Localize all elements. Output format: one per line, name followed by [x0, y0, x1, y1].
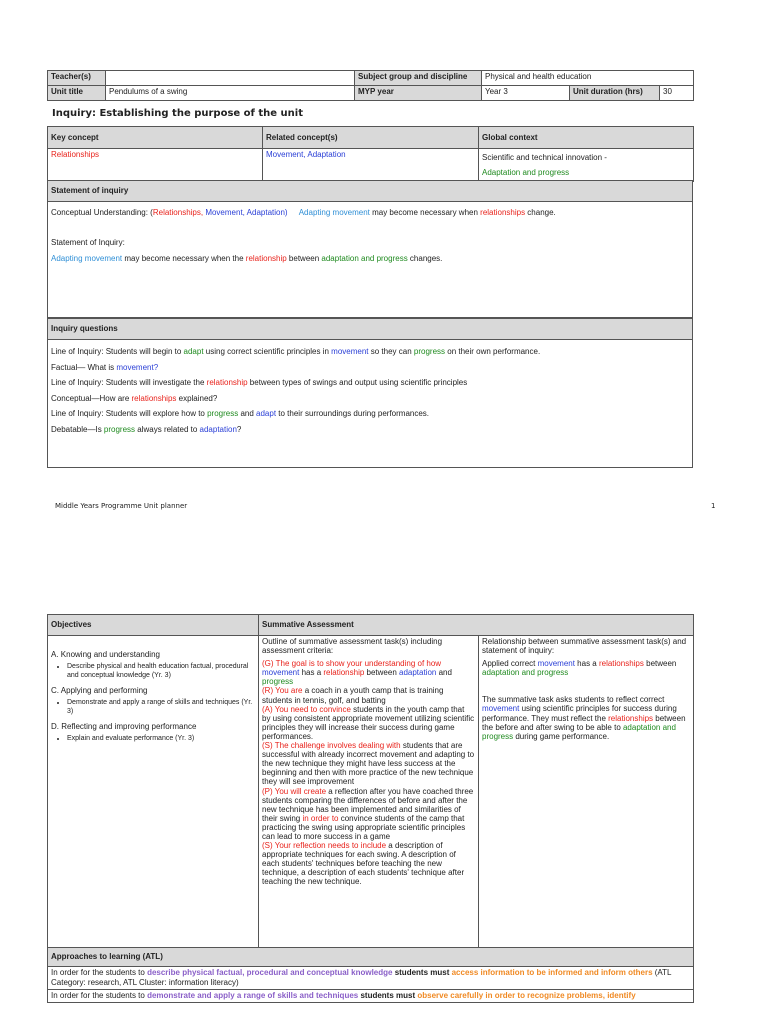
g-text: (G) The goal is to show your understanding of how — [262, 659, 442, 669]
s2-label: (S) Your reflection needs to include — [262, 841, 387, 851]
grasps-situation — [262, 741, 475, 786]
q6-progress: progress — [103, 424, 136, 434]
relationship-p1 — [482, 659, 690, 677]
objective-c-item: • Demonstrate and apply a range of skills and techniques (Yr. 3) — [67, 698, 255, 716]
objective-c-list — [51, 698, 255, 716]
atl2-purple: demonstrate and apply a range of skills and techniques — [147, 991, 359, 1000]
rel-p2-b: using scientific principles for success during performance. They must reflect the — [482, 704, 677, 723]
objective-c: C. Applying and performing — [51, 686, 148, 695]
relationship-p2 — [482, 695, 690, 740]
q4-b: explained? — [176, 393, 218, 403]
q5-c: to their surroundings during performances. — [276, 409, 430, 418]
q6-c: ? — [236, 424, 242, 434]
summative-outline — [259, 636, 479, 948]
summative-label: Summative Assessment — [259, 615, 694, 636]
g-mid: has a — [299, 668, 324, 678]
cu-adaptation: Adaptation) — [244, 208, 288, 217]
soi-mid2: between — [286, 254, 322, 263]
q3-rel: relationship — [206, 378, 248, 387]
g-between: between — [364, 668, 399, 678]
statement-body — [48, 202, 693, 318]
grasps-goal — [262, 659, 475, 686]
q1-b: using correct scientific principles in — [203, 347, 332, 356]
atl-row-2 — [48, 990, 694, 1003]
atl2-orange: observe carefully in order to recognize problems, identify — [417, 991, 636, 1000]
inquiry-heading: Inquiry: Establishing the purpose of the unit — [52, 108, 303, 119]
atl1-a: In order for the students to — [51, 968, 148, 977]
outline-heading: Outline of summative assessment task(s) including assessment criteria: — [262, 637, 443, 656]
g-adaptation: adaptation — [399, 668, 437, 678]
objective-a: A. Knowing and understanding — [51, 650, 160, 659]
questions-body — [48, 340, 693, 468]
objective-a-list — [51, 662, 255, 680]
cu-adapting: Adapting movement — [298, 208, 370, 217]
q1-movement: movement — [331, 347, 369, 356]
teacher-value — [106, 71, 355, 86]
question-line — [51, 360, 689, 376]
q1-adapt: adapt — [183, 347, 204, 356]
atl1-b: students must — [392, 968, 452, 977]
related-concepts-label: Related concept(s) — [263, 127, 479, 149]
unit-title-value: Pendulums of a swing — [106, 86, 355, 101]
objectives-body — [48, 636, 259, 948]
atl-label: Approaches to learning (ATL) — [48, 948, 694, 967]
footer-title: Middle Years Programme Unit planner — [55, 502, 188, 510]
myp-year-value: Year 3 — [482, 86, 570, 101]
s-label: (S) The challenge involves dealing with — [262, 741, 401, 751]
s-text: students that are successful with already incorrect movement and adapting to the new technique they might have less success at the beginning and then with more practice of the new technique they will see improvement — [262, 741, 475, 787]
rel-p1-rel: relationships — [598, 659, 644, 669]
q5-progress: progress — [207, 409, 239, 418]
soi-adapting: Adapting movement — [51, 254, 123, 263]
g-progress: progress — [262, 677, 294, 687]
rel-p1-a: Applied correct — [482, 659, 538, 669]
questions-table — [47, 318, 693, 468]
rel-p2-movement: movement — [482, 704, 520, 714]
objectives-table — [47, 614, 694, 1003]
g-movement: movement — [262, 668, 300, 678]
questions-label: Inquiry questions — [48, 319, 693, 340]
rel-p1-movement: movement — [537, 659, 575, 669]
global-context-line2: Adaptation and progress — [482, 168, 570, 177]
s2-text: a description of appropriate techniques for each swing. A description of each students' techniques before teaching the new technique, a description of each students' technique after teaching the new technique. — [262, 841, 465, 887]
rel-p2-c: between the before and after swing to be able to — [482, 713, 686, 732]
duration-value: 30 — [660, 86, 694, 101]
key-concept-value — [48, 149, 263, 182]
q1-d: on their own performance. — [445, 347, 541, 356]
g-and: and — [436, 668, 452, 678]
conceptual-understanding — [51, 208, 689, 218]
objective-a-item: • Describe physical and health education factual, procedural and conceptual knowledge (Yr. 3) — [67, 662, 255, 680]
q4-rel: relationships — [131, 393, 177, 403]
atl1-c: (ATL Category: research, ATL Cluster: information literacy) — [51, 968, 672, 987]
rel-p2-a: The summative task asks students to reflect correct — [482, 695, 665, 705]
p-label: (P) You will create — [262, 786, 327, 796]
unit-header-table — [47, 70, 694, 101]
q2-movement: movement? — [116, 362, 159, 372]
a-text: students in the youth camp that by using consistent appropriate movement utilizing scientific principles they will increase their success during game performances. — [262, 704, 475, 741]
q5-a: Line of Inquiry: Students will explore how to — [51, 409, 208, 418]
soi-end: changes. — [407, 254, 443, 263]
question-line — [51, 406, 689, 422]
atl-row-1 — [48, 967, 694, 990]
key-concept-label: Key concept — [48, 127, 263, 149]
q5-adapt: adapt — [256, 409, 277, 418]
duration-label: Unit duration (hrs) — [570, 86, 660, 101]
rel-p2-ap: adaptation and progress — [482, 722, 676, 741]
subject-value: Physical and health education — [482, 71, 694, 86]
p-text2: convince students of the camp that practicing the swing using appropriate scientific principles can lead to more success in a game — [262, 813, 466, 841]
q1-c: so they can — [368, 347, 414, 356]
cu-mid: may become necessary when — [369, 208, 481, 217]
p-inorder: in order to — [302, 813, 339, 823]
question-line — [51, 422, 689, 438]
soi-rel: relationship — [245, 254, 287, 263]
global-context-line1: Scientific and technical innovation - — [482, 153, 607, 162]
cu-rel: relationships — [480, 208, 526, 217]
grasps-audience — [262, 705, 475, 741]
statement-table — [47, 180, 693, 318]
rel-p1-b: has a — [574, 659, 599, 669]
q6-adaptation: adaptation — [199, 424, 237, 434]
page-number: 1 — [711, 502, 716, 510]
r-text: a coach in a youth camp that is training students in tennis, golf, and batting — [262, 686, 444, 705]
q2-a: Factual— What is — [51, 362, 117, 372]
a-label: (A) You need to convince — [262, 704, 351, 714]
rel-p1-ap: adaptation and progress — [482, 668, 569, 678]
concepts-table — [47, 126, 694, 182]
rel-p1-c: between — [643, 659, 677, 669]
objective-d-list — [51, 734, 255, 743]
teacher-label: Teacher(s) — [48, 71, 106, 86]
soi-mid1: may become necessary when the — [122, 254, 246, 263]
unit-title-label: Unit title — [48, 86, 106, 101]
relationship-body — [479, 636, 694, 948]
relationship-heading: Relationship between summative assessment task(s) and statement of inquiry: — [482, 637, 687, 656]
global-context-value — [479, 149, 694, 182]
soi-label: Statement of Inquiry: — [51, 238, 125, 247]
question-line — [51, 344, 689, 360]
grasps-product — [262, 787, 475, 842]
objective-d: D. Reflecting and improving performance — [51, 722, 197, 731]
global-context-label: Global context — [479, 127, 694, 149]
p-text: a reflection after you have coached three students comparing the differences of before and after the new technique has been implemented and similarities of their swing — [262, 786, 474, 823]
statement-label: Statement of inquiry — [48, 181, 693, 202]
q5-b: and — [238, 409, 257, 418]
question-line — [51, 391, 689, 407]
rel-p2-rel: relationships — [608, 713, 654, 723]
related-concepts-value — [263, 149, 479, 182]
subject-label: Subject group and discipline — [355, 71, 482, 86]
q6-a: Debatable—Is — [51, 424, 104, 434]
q6-b: always related to — [135, 424, 200, 434]
r-label: (R) You are — [262, 686, 303, 696]
cu-end: change. — [525, 208, 556, 217]
myp-year-label: MYP year — [355, 86, 482, 101]
q3-a: Line of Inquiry: Students will investigate the — [51, 378, 207, 387]
key-concept-text: Relationships — [51, 150, 100, 159]
cu-relationships: Relationships, — [152, 208, 204, 217]
cu-movement: Movement, — [203, 208, 245, 217]
atl1-purple: describe physical factual, procedural and conceptual knowledge — [147, 968, 393, 977]
q3-b: between types of swings and output using scientific principles — [247, 378, 468, 387]
atl2-b: students must — [358, 991, 418, 1000]
soi-ap: adaptation and progress — [321, 254, 408, 263]
objective-d-item: • Explain and evaluate performance (Yr. 3) — [67, 734, 255, 743]
atl1-orange: access information to be informed and inform others — [451, 968, 653, 977]
grasps-standards — [262, 841, 475, 886]
q1-a: Line of Inquiry: Students will begin to — [51, 347, 184, 356]
g-rel: relationship — [323, 668, 365, 678]
q4-a: Conceptual—How are — [51, 393, 132, 403]
grasps-role — [262, 686, 475, 704]
related-concepts-text: Movement, Adaptation — [266, 150, 346, 159]
objectives-label: Objectives — [48, 615, 259, 636]
question-line — [51, 375, 689, 391]
atl2-a: In order for the students to — [51, 991, 148, 1000]
q1-progress: progress — [413, 347, 446, 356]
cu-prefix: Conceptual Understanding: ( — [51, 208, 153, 217]
statement-of-inquiry — [51, 254, 689, 264]
rel-p2-d: during game performance. — [513, 731, 610, 741]
